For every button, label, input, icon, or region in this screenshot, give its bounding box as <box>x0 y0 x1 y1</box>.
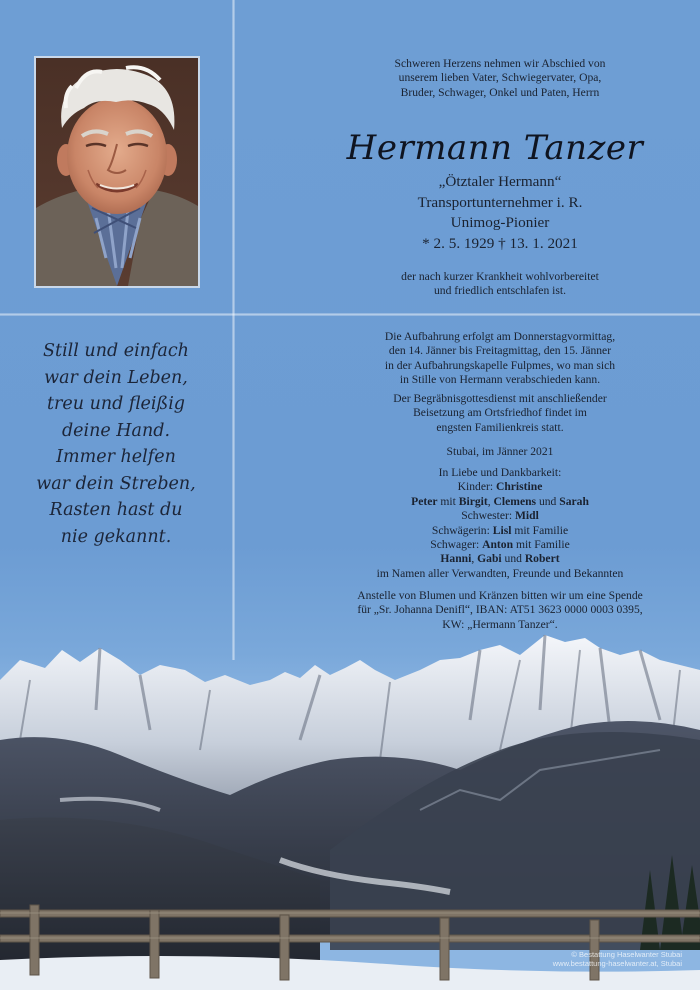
passing-text <box>340 270 660 299</box>
family-member: Lisl <box>492 523 512 537</box>
intro-line: Bruder, Schwager, Onkel und Paten, Herrn <box>400 85 600 99</box>
intro-line: unserem lieben Vater, Schwiegervater, Opa, <box>398 71 602 85</box>
nickname: „Ötztaler Hermann“ <box>438 173 562 190</box>
label: Schwester: <box>461 509 515 523</box>
occupation: Transportunternehmer i. R. <box>417 193 583 211</box>
poem-line: Still und einfach <box>43 341 189 361</box>
family-list <box>340 466 660 581</box>
passing-line: und friedlich entschlafen ist. <box>434 284 566 298</box>
intro-text <box>340 57 660 100</box>
service-line: Der Begräbnisgottesdienst mit anschließender <box>393 392 607 405</box>
poem-line: war dein Leben, <box>44 367 188 388</box>
connector: mit Familie <box>511 523 569 537</box>
label: Schwägerin: <box>431 523 493 537</box>
credit-line: © Bestattung Haselwanter Stubai <box>571 950 682 959</box>
donation-line: KW: „Hermann Tanzer“. <box>442 617 558 631</box>
connector: , <box>471 552 478 566</box>
viewing-line: Die Aufbahrung erfolgt am Donnerstagvormittag, <box>384 330 616 343</box>
family-member: Clemens <box>493 494 537 508</box>
family-member: Peter <box>411 494 438 508</box>
poem-line: war dein Streben, <box>36 473 196 494</box>
label: Kinder: <box>457 480 496 494</box>
poem-line: deine Hand. <box>61 420 171 441</box>
donation-line: für „Sr. Johanna Denifl“, IBAN: AT51 3623 0000 0003 0395, <box>357 603 643 617</box>
family-member: Midl <box>514 509 539 523</box>
photo-credit <box>553 950 682 968</box>
deceased-name: Hermann Tanzer <box>346 128 644 168</box>
poem-line: treu und fleißig <box>46 394 185 414</box>
family-member: Hanni <box>440 552 472 566</box>
credit-line: www.bestattung-haselwanter.at, Stubai <box>552 959 682 968</box>
memorial-poem <box>16 338 216 550</box>
poem-line: Rasten hast du <box>49 500 183 520</box>
service-line: engsten Familienkreis statt. <box>436 420 564 434</box>
family-peter-line <box>340 495 660 509</box>
vertical-divider <box>232 0 235 660</box>
portrait-photo <box>34 56 200 288</box>
connector: und <box>501 552 525 566</box>
family-children <box>340 480 660 494</box>
poem-line: nie gekannt. <box>60 526 172 547</box>
viewing-line: in Stille von Hermann verabschieden kann. <box>399 373 601 387</box>
family-member: Gabi <box>477 552 502 566</box>
family-sister-in-law <box>340 524 660 538</box>
place-date: Stubai, im Jänner 2021 <box>446 445 554 458</box>
connector: , <box>487 494 494 508</box>
family-brother-in-law <box>340 538 660 552</box>
viewing-text <box>340 330 660 388</box>
title-line: Unimog-Pionier <box>450 214 550 231</box>
deceased-details <box>340 172 660 254</box>
family-member: Birgit <box>458 494 488 508</box>
donation-line: Anstelle von Blumen und Kränzen bitten wir um eine Spende <box>357 589 643 602</box>
mountain-landscape <box>0 617 700 990</box>
label: Schwager: <box>430 538 483 552</box>
viewing-line: den 14. Jänner bis Freitagmittag, den 15. Jänner <box>388 344 612 358</box>
life-dates: * 2. 5. 1929 † 13. 1. 2021 <box>422 234 578 252</box>
passing-line: der nach kurzer Krankheit wohlvorbereitet <box>401 270 599 283</box>
intro-line: Schweren Herzens nehmen wir Abschied von <box>394 57 606 70</box>
service-line: Beisetzung am Ortsfriedhof findet im <box>413 406 587 420</box>
family-member: Robert <box>524 552 560 566</box>
connector: mit Familie <box>513 538 570 552</box>
connector: und <box>536 494 560 508</box>
horizontal-divider <box>0 313 700 316</box>
family-others: im Namen aller Verwandten, Freunde und Bekannten <box>376 566 624 580</box>
family-sister <box>340 509 660 523</box>
connector: mit <box>437 494 459 508</box>
family-member: Anton <box>482 538 514 552</box>
family-grandchildren <box>340 552 660 566</box>
family-member: Christine <box>495 480 543 494</box>
family-member: Sarah <box>559 494 589 508</box>
service-text <box>340 392 660 435</box>
viewing-line: in der Aufbahrungskapelle Fulpmes, wo man sich <box>384 358 616 372</box>
poem-line: Immer helfen <box>56 447 176 467</box>
family-heading: In Liebe und Dankbarkeit: <box>438 466 562 479</box>
